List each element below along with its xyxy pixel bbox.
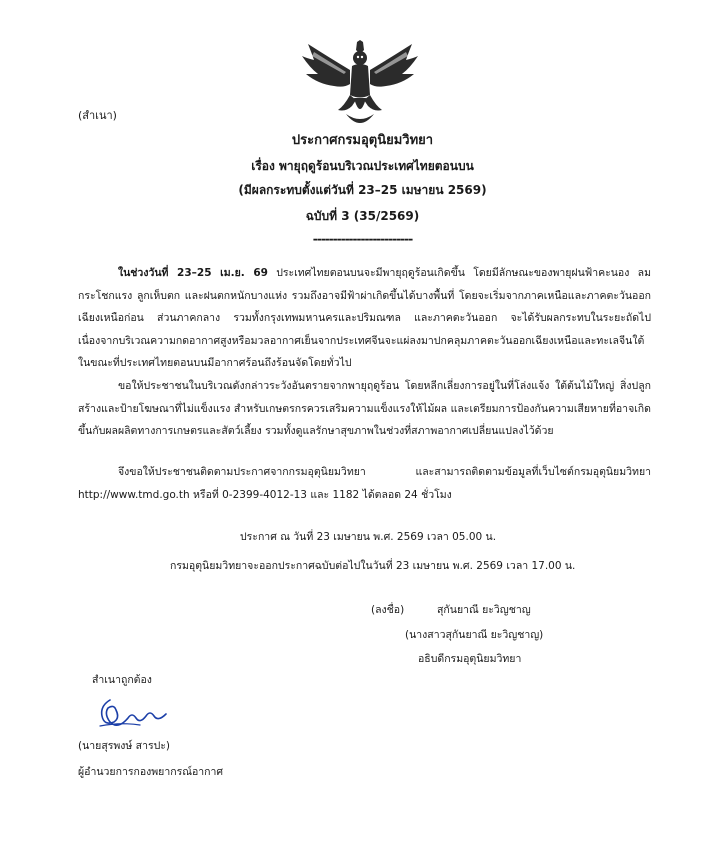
signatory-name: สุกันยาณี ยะวิญชาญ [437, 604, 531, 616]
subject-title: เรื่อง พายุฤดูร้อนบริเวณประเทศไทยตอนบน [251, 159, 474, 173]
paragraph-forecast-text: ประเทศไทยตอนบนจะมีพายุฤดูร้อนเกิดขึ้น โดยมีลักษณะของพายุฝนฟ้าคะนอง ลมกระโชกแรง ลูกเห็บตก และฝนตกหนักบางแห่ง รวมถึงอาจมีฟ้าผ่าเกิดขึ้นได้บางพื้นที่ โดยจะเริ่มจากภาคเหนือและภาคตะวันออกเฉียงเหนือก่อน ส่วนภาคกลาง รวมทั้งกรุงเทพมหานครและปริมณฑล และภาคตะวันออก จะได้รับผลกระทบในระยะถัดไป เนื่องจากบริเวณความกดอากาศสูงหรือมวลอากาศเย็นจากประเทศจีนจะแผ่ลงมาปกคลุมภาคตะวันออกเฉียงเหนือและทะเลจีนใต้ ในขณะที่ประเทศไทยตอนบนมีอากาศร้อนถึงร้อนจัดโดยทั่วไป [78, 267, 651, 369]
agency-title: ประกาศกรมอุตุนิยมวิทยา [291, 133, 434, 148]
issue-number: ฉบับที่ 3 (35/2569) [305, 209, 420, 223]
signatory-position: อธิบดีกรมอุตุนิยมวิทยา [418, 653, 522, 665]
signed-label: (ลงชื่อ) [371, 604, 405, 616]
certified-copy-label: สำเนาถูกต้อง [92, 674, 152, 686]
paragraph-forecast [78, 262, 651, 375]
paragraph-forecast-lead: ในช่วงวันที่ 23–25 เม.ย. 69 [118, 267, 268, 279]
certifier-name: (นายสุรพงษ์ สารปะ) [78, 740, 171, 752]
garuda-emblem-icon [300, 40, 420, 132]
paragraph-advice: ขอให้ประชาชนในบริเวณดังกล่าวระวังอันตรายจากพายุฤดูร้อน โดยหลีกเลี่ยงการอยู่ในที่โล่งแจ้ง ใต้ต้นไม้ใหญ่ สิ่งปลูกสร้างและป้ายโฆษณาที่ไม่แข็งแรง สำหรับเกษตรกรควรเสริมความแข็งแรงให้ไม้ผล และเตรียมการป้องกันความเสียหายที่อาจเกิดขึ้นกับผลผลิตทางการเกษตรและสัตว์เลี้ยง รวมทั้งดูแลรักษาสุขภาพในช่วงที่สภาพอากาศเปลี่ยนแปลงไว้ด้วย [78, 380, 651, 437]
paragraph-contact: จึงขอให้ประชาชนติดตามประกาศจากกรมอุตุนิยมวิทยา และสามารถติดตามข้อมูลที่เว็บไซต์กรมอุตุนิยมวิทยา http://www.tmd.go.th หรือที่ 0-2399-4012-13 และ 1182 ได้ตลอด 24 ชั่วโมง [78, 466, 651, 501]
heading-divider: ------------------------- [312, 232, 413, 246]
issued-datetime: ประกาศ ณ วันที่ 23 เมษายน พ.ศ. 2569 เวลา 05.00 น. [240, 531, 497, 543]
handwritten-signature-icon [80, 692, 175, 737]
copy-label: (สำเนา) [78, 109, 117, 122]
next-announcement: กรมอุตุนิยมวิทยาจะออกประกาศฉบับต่อไปในวันที่ 23 เมษายน พ.ศ. 2569 เวลา 17.00 น. [170, 560, 576, 572]
certifier-position: ผู้อำนวยการกองพยากรณ์อากาศ [78, 766, 224, 778]
effective-dates: (มีผลกระทบตั้งแต่วันที่ 23–25 เมษายน 2569) [238, 183, 487, 197]
signatory-full-name: (นางสาวสุกันยาณี ยะวิญชาญ) [405, 629, 544, 641]
